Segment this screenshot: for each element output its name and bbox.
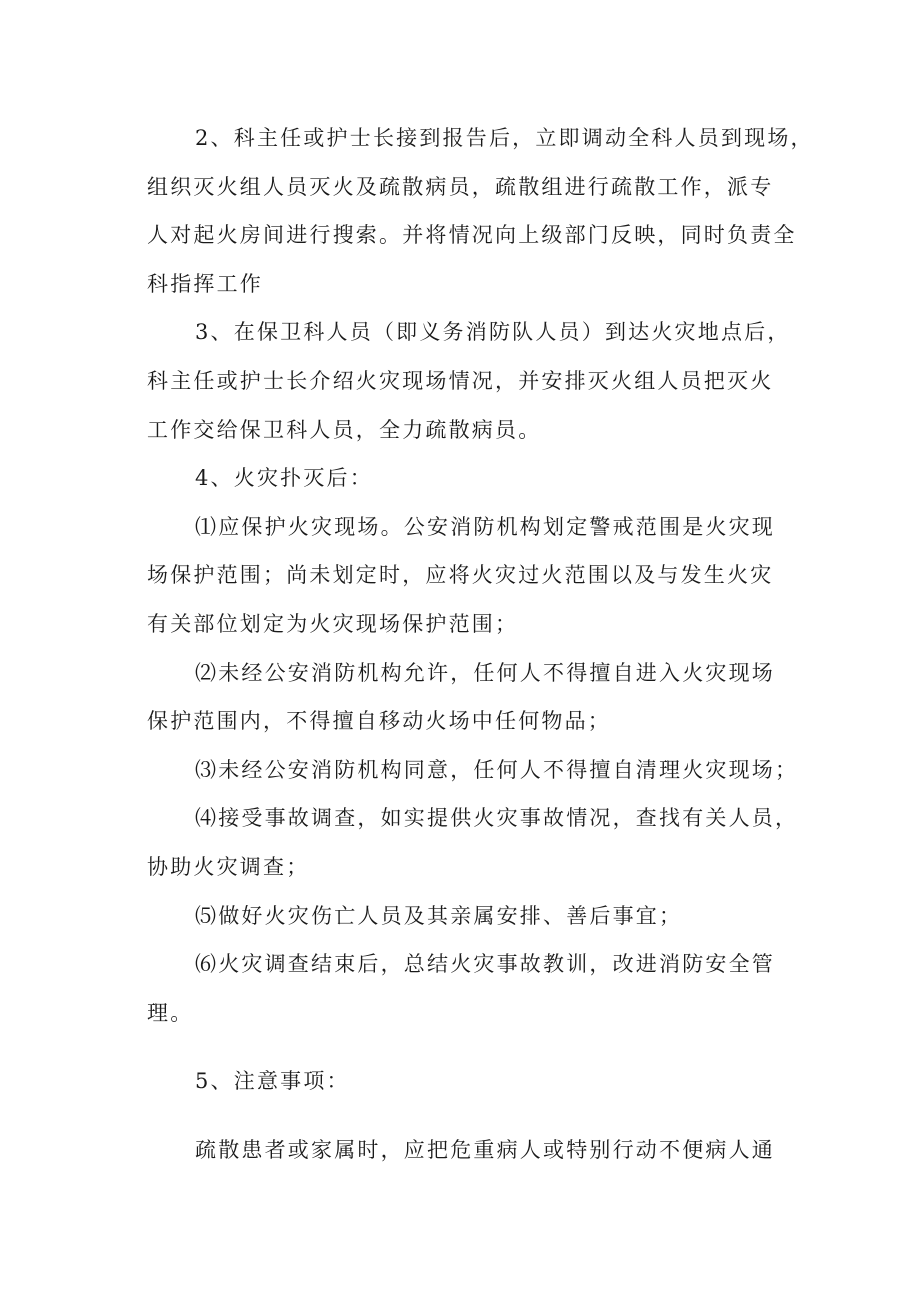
- paragraph-2-line-1: 2、科主任或护士长接到报告后，立即调动全科人员到现场，: [195, 126, 814, 150]
- item-1-line-3: 有关部位划定为火灾现场保护范围；: [147, 611, 519, 636]
- paragraph-2-line-3: 人对起火房间进行搜索。并将情况向上级部门反映，同时负责全: [147, 223, 797, 248]
- item-5-line-1: ⑸做好火灾伤亡人员及其亲属安排、善后事宜；: [195, 903, 683, 928]
- heading-4: 4、火灾扑灭后：: [195, 466, 373, 491]
- item-1-line-1: ⑴应保护火灾现场。公安消防机构划定警戒范围是火灾现: [195, 514, 775, 539]
- document-body: [147, 114, 814, 1174]
- item-2-line-2: 保护范围内，不得擅自移动火场中任何物品；: [147, 709, 611, 734]
- item-4-line-1: ⑷接受事故调查，如实提供火灾事故情况，查找有关人员，: [195, 806, 799, 831]
- paragraph-spacer: [147, 1037, 787, 1057]
- notes-line-1: 疏散患者或家属时，应把危重病人或特别行动不便病人通: [195, 1137, 775, 1162]
- item-6-line-2: 理。: [147, 1000, 194, 1025]
- item-1-line-2: 场保护范围；尚未划定时，应将火灾过火范围以及与发生火灾: [147, 563, 774, 588]
- item-3-line-1: ⑶未经公安消防机构同意，任何人不得擅自清理火灾现场；: [195, 757, 799, 782]
- item-2-line-1: ⑵未经公安消防机构允许，任何人不得擅自进入火灾现场: [195, 660, 775, 685]
- paragraph-2-line-4: 科指挥工作: [147, 271, 263, 296]
- item-4-line-2: 协助火灾调查；: [147, 854, 310, 879]
- paragraph-2-line-2: 组织灭火组人员灭火及疏散病员，疏散组进行疏散工作，派专: [147, 174, 774, 199]
- paragraph-3-line-1: 3、在保卫科人员（即义务消防队人员）到达火灾地点后，: [195, 320, 791, 345]
- paragraph-3-line-3: 工作交给保卫科人员，全力疏散病员。: [147, 417, 542, 442]
- paragraph-3-line-2: 科主任或护士长介绍火灾现场情况，并安排灭火组人员把灭火: [147, 368, 774, 393]
- paragraph-spacer: [147, 1106, 787, 1126]
- item-6-line-1: ⑹火灾调查结束后，总结火灾事故教训，改进消防安全管: [195, 952, 775, 977]
- heading-5: 5、注意事项：: [195, 1069, 350, 1094]
